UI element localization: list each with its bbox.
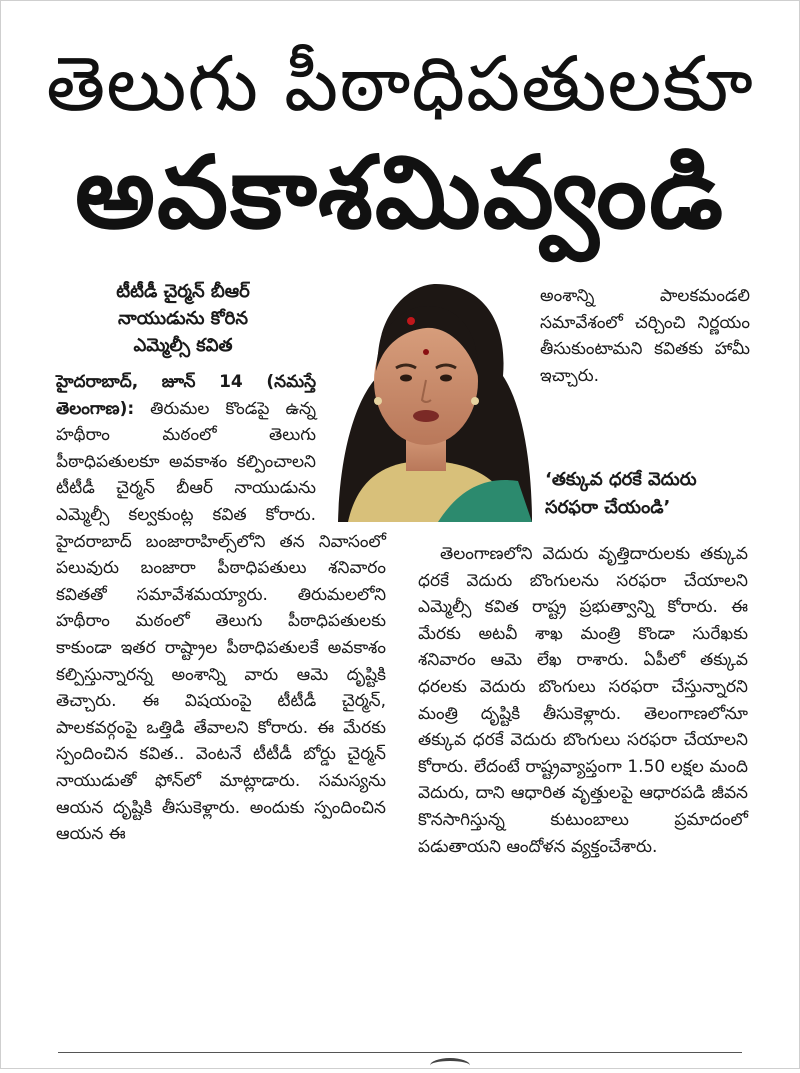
article-column-1 xyxy=(56,369,386,848)
headline-line-2: అవకాశమివ్వండి xyxy=(75,134,725,251)
article-column-2: తెలంగాణలోని వెదురు వృత్తిదారులకు తక్కువ ధరకే వెదురు బొంగులను సరఫరా చేయాలని ఎమ్మెల్సీ కవిత రాష్ట్ర ప్రభుత్వాన్ని కోరారు. ఈ మేరకు అటవీ శాఖ మంత్రి కొండా సురేఖకు శనివారం ఆమె లేఖ రాశారు. ఏపీలో తక్కువ ధరలకు వెదురు బొంగులు సరఫరా చేస్తున్నారని మంత్రి దృష్టికి తీసుకెళ్లారు. తెలంగాణలోనూ తక్కువ ధరకే వెదురు బొంగులు సరఫరా చేయాలని కోరారు. లేదంటే రాష్ట్రవ్యాప్తంగా 1.50 లక్షల మంది వెదురు, దాని ఆధారిత వృత్తులపై ఆధారపడి జీవన కొనసాగిస్తున్న కుటుంబాలు ప్రమాదంలో పడుతాయని ఆందోళన వ్యక్తంచేశారు. xyxy=(418,544,748,857)
subheadline xyxy=(72,278,294,359)
subheadline-line: నాయుడును కోరిన xyxy=(118,308,248,329)
headline-line-1: తెలుగు పీఠాధిపతులకూ xyxy=(46,39,754,128)
subheadline-line: టీటీడీ చైర్మన్ బీఆర్ xyxy=(116,281,250,302)
cropped-glyph xyxy=(430,1058,470,1073)
dateline: హైదరాబాద్, జూన్ 14 (నమస్తే తెలంగాణ): xyxy=(56,372,316,419)
bottom-rule xyxy=(58,1052,742,1053)
section-subheading: ‘తక్కువ ధరకే వెదురు సరఫరా చేయండి’ xyxy=(545,469,697,518)
article-body-col1: తిరుమల కొండపై ఉన్న హథీరాం మఠంలో తెలుగు పీఠాధిపతులకూ అవకాశం కల్పించాలని టీటీడీ చైర్మన్ బీఆర్ నాయుడును ఎమ్మెల్సీ కల్వకుంట్ల కవిత కోరారు. హైదరాబాద్ బంజారాహిల్స్‌లోని తన నివాసంలో పలువురు బంజారా పీఠాధిపతులు శనివారం కవితతో సమావేశమయ్యారు. తిరుమలలోని హథీరాం మఠంలో తెలుగు పీఠాధిపతులకు కాకుండా ఇతర రాష్ట్రాల పీఠాధిపతులకే అవకాశం కల్పిస్తున్నారన్న అంశాన్ని వారు ఆమె దృష్టికి తెచ్చారు. ఈ విషయంపై టీటీడీ చైర్మన్, పాలకవర్గంపై ఒత్తిడి తేవాలని కోరారు. ఈ మేరకు స్పందించిన కవిత.. వెంటనే టీటీడీ బోర్డు చైర్మన్ నాయుడుతో ఫోన్‌లో మాట్లాడారు. సమస్యను ఆయన దృష్టికి తీసుకెళ్లారు. అందుకు స్పందించిన ఆయన ఈ xyxy=(56,398,386,845)
article-column-2-top: అంశాన్ని పాలకమండలి సమావేశంలో చర్చించి నిర్ణయం తీసుకుంటామని కవితకు హామీ ఇచ్చారు. xyxy=(540,286,750,386)
subheadline-line: ఎమ్మెల్సీ కవిత xyxy=(133,335,233,356)
